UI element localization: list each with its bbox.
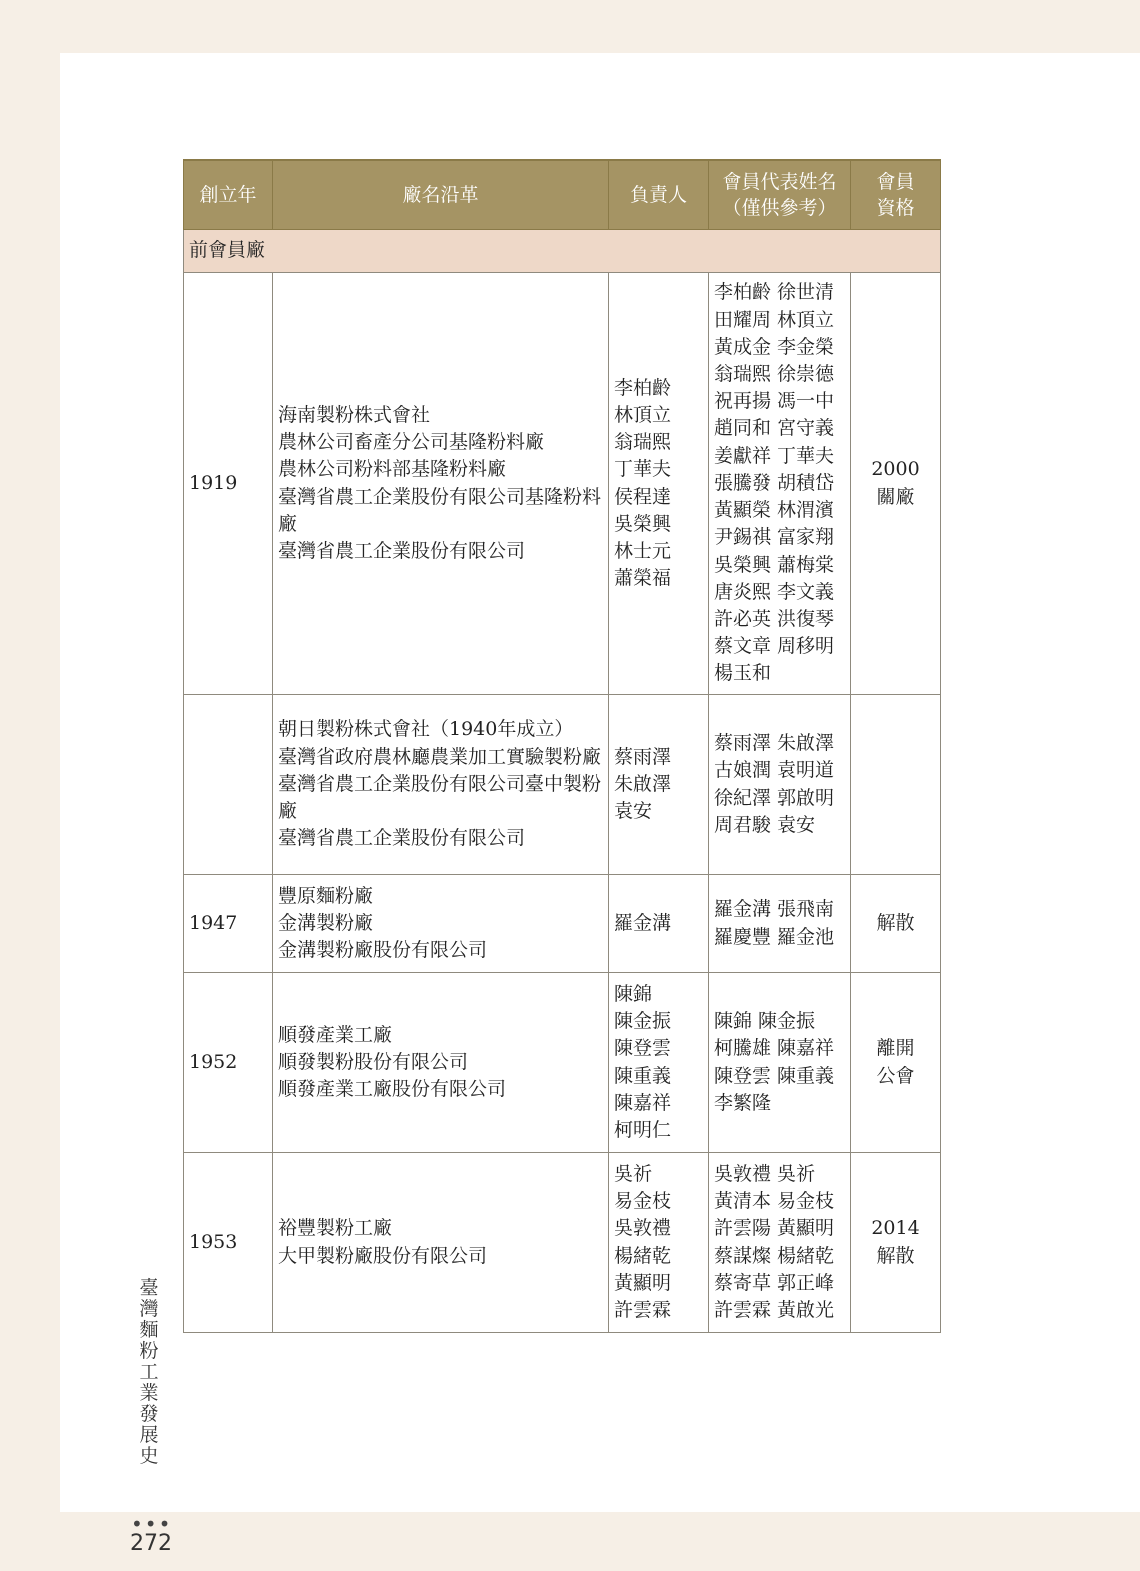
cell-year bbox=[184, 695, 273, 875]
book-title-char: 業 bbox=[139, 1382, 159, 1404]
cell-representatives: 吳敦禮 吳祈 黃清本 易金枝 許雲陽 黃顯明 蔡謀燦 楊緒乾 蔡寄草 郭正峰 許雲霖 黃啟光 bbox=[709, 1153, 851, 1333]
table-row bbox=[184, 695, 941, 875]
cell-factory-names: 海南製粉株式會社 農林公司畜產分公司基隆粉料廠 農林公司粉料部基隆粉料廠 臺灣省農工企業股份有限公司基隆粉料廠 臺灣省農工企業股份有限公司 bbox=[273, 273, 609, 695]
header-row bbox=[184, 160, 941, 230]
page bbox=[60, 53, 1140, 1556]
book-title-char: 臺 bbox=[139, 1277, 159, 1299]
book-title-char: 展 bbox=[139, 1424, 159, 1446]
book-title-char: 麵 bbox=[139, 1319, 159, 1341]
table-row bbox=[184, 273, 941, 695]
cell-leaders: 蔡雨澤 朱啟澤 袁安 bbox=[609, 695, 709, 875]
header-leader: 負責人 bbox=[609, 160, 709, 230]
cell-year: 1919 bbox=[184, 273, 273, 695]
page-number-dots: ••• bbox=[131, 1512, 173, 1536]
table-row bbox=[184, 973, 941, 1153]
header-year: 創立年 bbox=[184, 160, 273, 230]
section-row bbox=[184, 230, 941, 273]
cell-leaders: 吳祈 易金枝 吳敦禮 楊緒乾 黃顯明 許雲霖 bbox=[609, 1153, 709, 1333]
header-status: 會員 資格 bbox=[851, 160, 941, 230]
cell-leaders: 李柏齡 林頂立 翁瑞熙 丁華夫 侯程達 吳榮興 林士元 蕭榮福 bbox=[609, 273, 709, 695]
section-label: 前會員廠 bbox=[184, 230, 941, 273]
cell-leaders: 陳錦 陳金振 陳登雲 陳重義 陳嘉祥 柯明仁 bbox=[609, 973, 709, 1153]
cell-status: 離開 公會 bbox=[851, 973, 941, 1153]
book-title-char: 史 bbox=[139, 1445, 159, 1467]
book-title-vertical bbox=[137, 1278, 161, 1467]
book-title-char: 工 bbox=[139, 1361, 159, 1383]
cell-status bbox=[851, 695, 941, 875]
book-title-char: 灣 bbox=[139, 1298, 159, 1320]
cell-representatives: 蔡雨澤 朱啟澤 古娘潤 袁明道 徐紀澤 郭啟明 周君駿 袁安 bbox=[709, 695, 851, 875]
cell-year: 1953 bbox=[184, 1153, 273, 1333]
cell-year: 1952 bbox=[184, 973, 273, 1153]
cell-year: 1947 bbox=[184, 875, 273, 973]
cell-status: 2000 關廠 bbox=[851, 273, 941, 695]
book-title-char: 發 bbox=[139, 1403, 159, 1425]
page-number: 272 bbox=[130, 1531, 172, 1556]
cell-status: 2014 解散 bbox=[851, 1153, 941, 1333]
cell-representatives: 李柏齡 徐世清 田耀周 林頂立 黃成金 李金榮 翁瑞熙 徐崇德 祝再揚 馮一中 趙同和 宮守義 姜獻祥 丁華夫 張騰發 胡積岱 黃顯榮 林渭濱 尹錫祺 富家翔 吳榮興 蕭梅棠 唐炎熙 李文義 許必英 洪復琴 蔡文章 周移明 楊玉和 bbox=[709, 273, 851, 695]
cell-representatives: 羅金溝 張飛南 羅慶豐 羅金池 bbox=[709, 875, 851, 973]
header-name: 廠名沿革 bbox=[273, 160, 609, 230]
cell-factory-names: 朝日製粉株式會社（1940年成立） 臺灣省政府農林廳農業加工實驗製粉廠 臺灣省農工企業股份有限公司臺中製粉廠 臺灣省農工企業股份有限公司 bbox=[273, 695, 609, 875]
table-row bbox=[184, 875, 941, 973]
cell-status: 解散 bbox=[851, 875, 941, 973]
header-reps: 會員代表姓名 （僅供參考） bbox=[709, 160, 851, 230]
factory-history-table bbox=[183, 159, 941, 1333]
cell-factory-names: 豐原麵粉廠 金溝製粉廠 金溝製粉廠股份有限公司 bbox=[273, 875, 609, 973]
cell-factory-names: 順發產業工廠 順發製粉股份有限公司 順發產業工廠股份有限公司 bbox=[273, 973, 609, 1153]
cell-factory-names: 裕豐製粉工廠 大甲製粉廠股份有限公司 bbox=[273, 1153, 609, 1333]
table-row bbox=[184, 1153, 941, 1333]
cell-representatives: 陳錦 陳金振 柯騰雄 陳嘉祥 陳登雲 陳重義 李繁隆 bbox=[709, 973, 851, 1153]
cell-leaders: 羅金溝 bbox=[609, 875, 709, 973]
book-title-char: 粉 bbox=[139, 1340, 159, 1362]
